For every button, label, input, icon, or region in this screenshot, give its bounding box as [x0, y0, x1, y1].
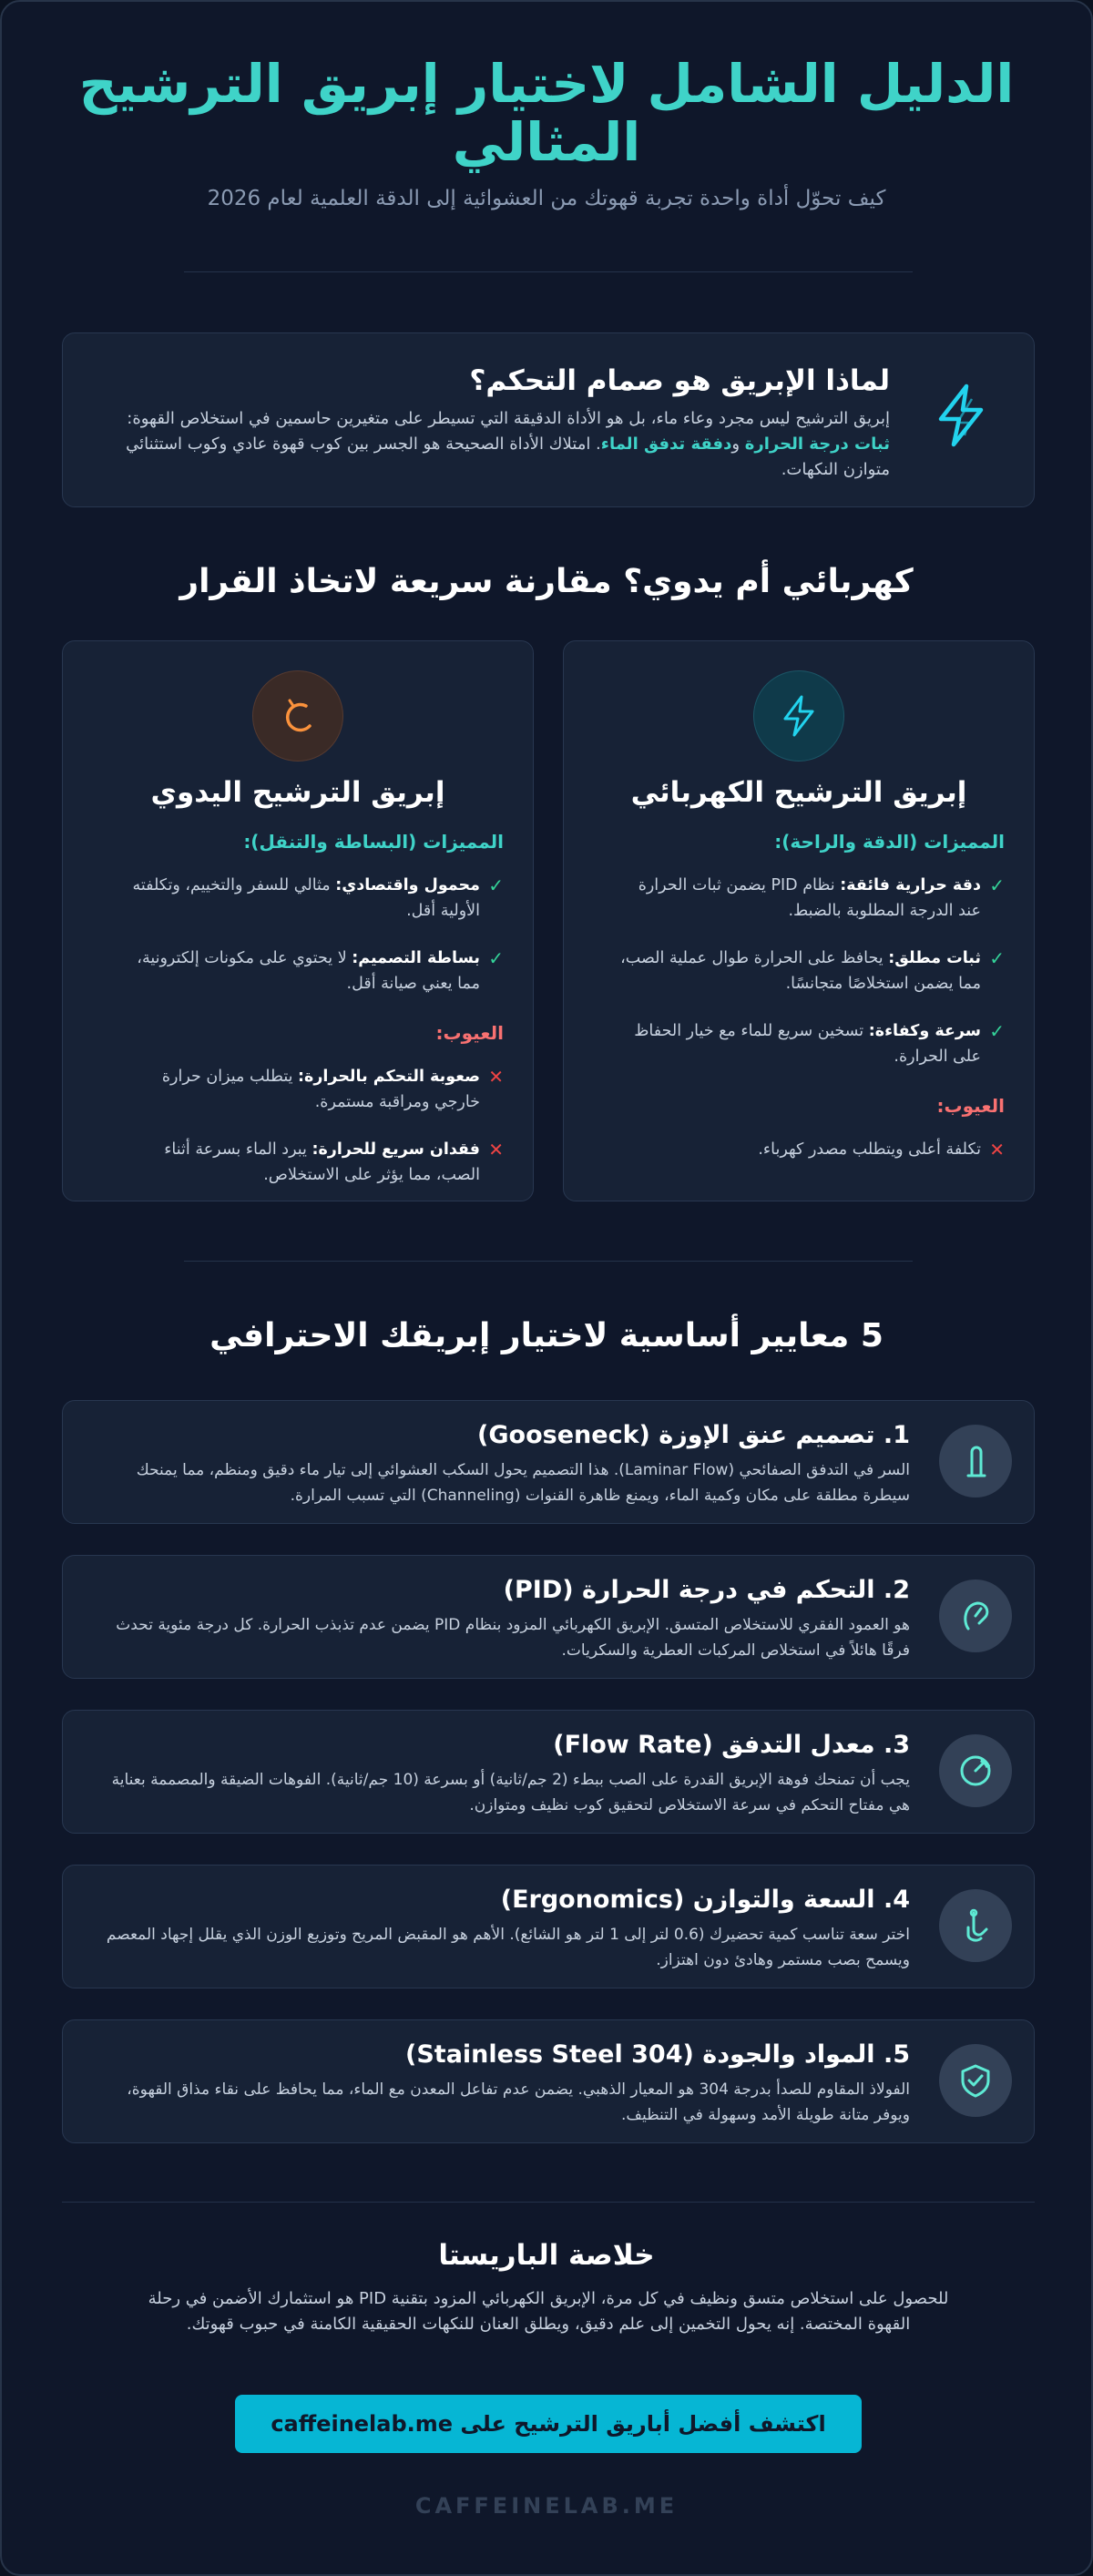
criteria-item-title: 3. معدل التدفق (Flow Rate) [553, 1731, 910, 1759]
list-item [593, 1018, 1005, 1069]
criteria-card [62, 2019, 1035, 2143]
summary-text: للحصول على استخلاص متسق ونظيف في كل مرة، الإبريق الكهربائي المزود بتقنية PID هو استثمارك الأضمن في رحلة القهوة المختصة. إنه يحول التخمين إلى علم دقيق، ويطلق العنان للنكهات الحقيقية الكامنة في حبوب قهوتك. [148, 2289, 949, 2334]
electric-pros-title: المميزات (الدقة والراحة): [774, 831, 1005, 853]
manual-card [62, 640, 534, 1201]
lightning-icon [753, 670, 844, 762]
cross-icon: ✕ [989, 1139, 1005, 1160]
list-item [593, 1137, 1005, 1162]
criteria-item-title: 4. السعة والتوازن (Ergonomics) [500, 1886, 910, 1914]
why-text-part: إبريق الترشيح ليس مجرد وعاء ماء، بل هو الأداة الدقيقة التي تسيطر على متغيرين حاسمين في استخلاص القهوة: [127, 409, 890, 428]
criteria-item-title: 5. المواد والجودة (Stainless Steel 304) [405, 2040, 910, 2069]
list-item [593, 873, 1005, 924]
criteria-item-text: الفولاذ المقاوم للصدأ بدرجة 304 هو المعيار الذهبي. يضمن عدم تفاعل المعدن مع الماء، مما يحافظ على نقاء مذاق القهوة، ويوفر متانة طويلة الأمد وسهولة في التنظيف. [127, 2080, 910, 2124]
item-bold: سرعة وكفاءة: [868, 1022, 981, 1040]
item-text: مثالي للسفر والتخييم، وتكلفته الأولية أقل. [132, 876, 480, 920]
comparison-title: كهربائي أم يدوي؟ مقارنة سريعة لاتخاذ القرار [179, 563, 914, 600]
criteria-card [62, 1555, 1035, 1679]
item-text: نظام PID يضمن ثبات الحرارة عند الدرجة المطلوبة بالضبط. [638, 876, 981, 920]
electric-card [563, 640, 1035, 1201]
electric-title: إبريق الترشيح الكهربائي [630, 776, 967, 809]
item-text: يبرد الماء بسرعة أثناء الصب، مما يؤثر على الاستخلاص. [164, 1140, 480, 1184]
page-title: الدليل الشامل لاختيار إبريق الترشيح المثالي [78, 53, 1015, 173]
why-highlight: ثبات درجة الحرارة [744, 434, 890, 454]
criteria-item-text: السر في التدفق الصفائحي (Laminar Flow). هذا التصميم يحول السكب العشوائي إلى تيار ماء دقيق ومنظم، مما يمنحك سيطرة مطلقة على مكان وكمية الماء، ويمنع ظاهرة القنوات (Channeling) التي تسبب المرارة. [136, 1461, 910, 1505]
list-item [92, 946, 504, 997]
check-icon: ✓ [488, 874, 504, 896]
manual-title: إبريق الترشيح اليدوي [150, 776, 445, 809]
item-text: تسخين سريع للماء مع خيار الحفاظ على الحرارة. [634, 1022, 981, 1066]
criteria-item-title: 2. التحكم في درجة الحرارة (PID) [503, 1576, 910, 1604]
item-bold: دقة حرارية فائقة: [840, 876, 981, 894]
cta-button[interactable]: اكتشف أفضل أباريق الترشيح على caffeinelab.me [235, 2395, 862, 2453]
divider [62, 2202, 1035, 2203]
why-text [97, 406, 890, 483]
item-text: يحافظ على الحرارة طوال عملية الصب، مما يضمن استخلاصًا متجانسًا. [620, 949, 981, 993]
why-card [62, 332, 1035, 507]
item-text: يتطلب ميزان حرارة خارجي ومراقبة مستمرة. [161, 1068, 480, 1111]
criteria-title: 5 معايير أساسية لاختيار إبريقك الاحترافي [209, 1317, 884, 1354]
footer-brand: CAFFEINELAB.ME [414, 2493, 679, 2519]
manual-cons-title: العيوب: [435, 1022, 504, 1044]
divider [184, 271, 913, 272]
manual-body [92, 831, 504, 1210]
criteria-card [62, 1710, 1035, 1834]
item-bold: محمول واقتصادي: [335, 876, 480, 894]
check-icon: ✓ [989, 874, 1005, 896]
criteria-item-text: يجب أن تمنحك فوهة الإبريق القدرة على الصب ببطء (2 جم/ثانية) أو بسرعة (10 جم/ثانية). الفوهات الضيقة والمصممة بعناية هي مفتاح التحكم في سرعة الاستخلاص لتحقيق كوب نظيف ومتوازن. [111, 1771, 910, 1814]
item-bold: ثبات مطلق: [888, 949, 981, 967]
why-highlight: دفقة تدفق الماء [600, 434, 732, 454]
divider [184, 1261, 913, 1262]
criteria-item-title: 1. تصميم عنق الإوزة (Gooseneck) [477, 1421, 910, 1449]
item-bold: صعوبة التحكم بالحرارة: [298, 1068, 480, 1086]
summary-title: خلاصة الباريستا [438, 2239, 655, 2272]
check-icon: ✓ [488, 947, 504, 969]
thermometer-icon [939, 1579, 1012, 1652]
kettle-icon [252, 670, 343, 762]
item-bold: بساطة التصميم: [352, 949, 480, 967]
item-text: لا يحتوي على مكونات إلكترونية، مما يعني صيانة أقل. [137, 949, 480, 993]
page-subtitle: كيف تحوّل أداة واحدة تجربة قهوتك من العشوائية إلى الدقة العلمية لعام 2026 [207, 187, 886, 210]
why-text-part: . امتلاك الأداة الصحيحة هو الجسر بين كوب قهوة عادي وكوب استثنائي متوازن النكهات. [126, 434, 890, 479]
shield-check-icon [939, 2044, 1012, 2117]
item-bold: فقدان سريع للحرارة: [312, 1140, 480, 1159]
item-text: تكلفة أعلى ويتطلب مصدر كهرباء. [758, 1140, 981, 1159]
criteria-item-text: اختر سعة تناسب كمية تحضيرك (0.6 لتر إلى 1 لتر هو الشائع). الأهم هو المقبض المريح وتوزيع الوزن الذي يقلل إجهاد المعصم ويسمح بصب مستمر وهادئ دون اهتزاز. [106, 1926, 910, 1969]
criteria-card [62, 1865, 1035, 1988]
lightning-icon [926, 381, 996, 450]
gauge-icon [939, 1734, 1012, 1807]
cross-icon: ✕ [488, 1066, 504, 1088]
why-text-part: و [731, 434, 745, 454]
manual-pros-title: المميزات (البساطة والتنقل): [243, 831, 504, 853]
list-item [92, 873, 504, 924]
electric-body [593, 831, 1005, 1184]
list-item [92, 1137, 504, 1188]
why-title: لماذا الإبريق هو صمام التحكم؟ [469, 364, 890, 397]
check-icon: ✓ [989, 947, 1005, 969]
criteria-card [62, 1400, 1035, 1524]
criteria-item-text: هو العمود الفقري للاستخلاص المتسق. الإبريق الكهربائي المزود بنظام PID يضمن عدم تذبذب الحرارة. كل درجة مئوية تحدث فرقًا هائلاً في استخلاص المركبات العطرية والسكريات. [116, 1616, 910, 1660]
list-item [593, 946, 1005, 997]
electric-cons-title: العيوب: [936, 1095, 1005, 1117]
list-item [92, 1064, 504, 1115]
check-icon: ✓ [989, 1020, 1005, 1042]
cross-icon: ✕ [488, 1139, 504, 1160]
hand-icon [939, 1889, 1012, 1962]
gooseneck-icon [939, 1425, 1012, 1498]
